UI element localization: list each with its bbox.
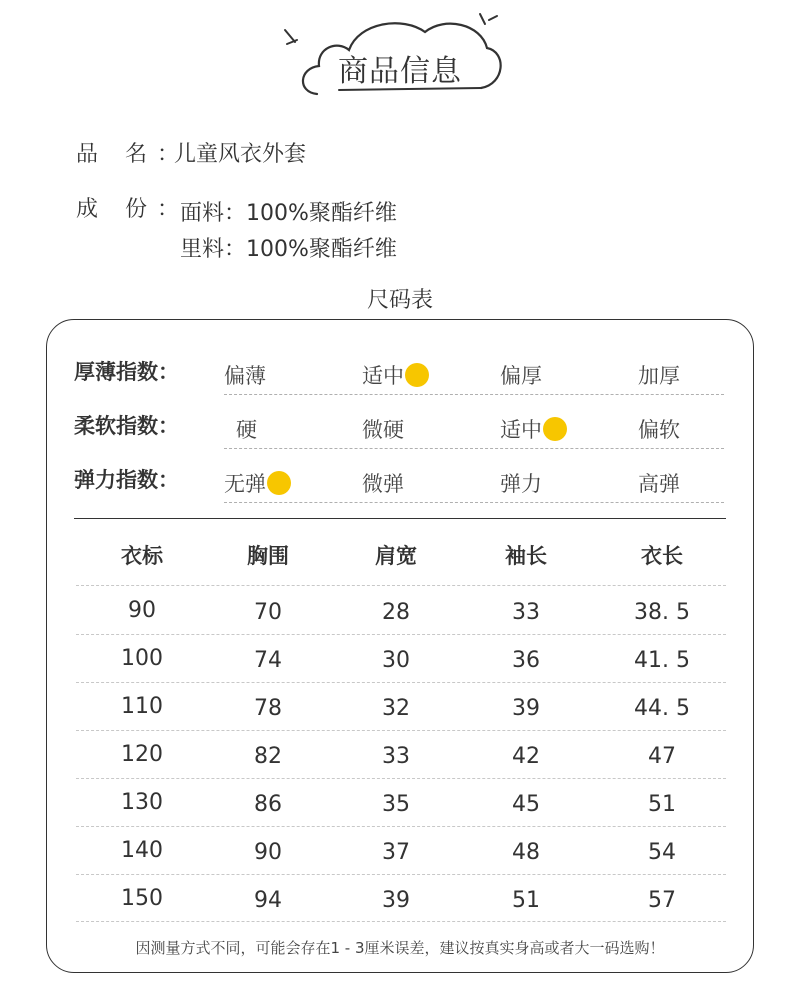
index-option: 偏软 <box>638 418 680 442</box>
table-cell: 48 <box>512 840 540 865</box>
table-cell: 82 <box>254 744 282 769</box>
index-option: 偏薄 <box>224 364 266 388</box>
header <box>0 0 800 110</box>
table-cell: 32 <box>382 696 410 721</box>
selected-dot-icon <box>543 417 567 441</box>
lining-value: 里料：100%聚酯纤维 <box>180 237 397 262</box>
size-label-cell: 140 <box>121 838 163 863</box>
selected-dot-icon <box>267 471 291 495</box>
index-option: 硬 <box>236 418 257 442</box>
table-header: 胸围 <box>247 544 289 568</box>
row-divider <box>76 778 726 779</box>
table-cell: 45 <box>512 792 540 817</box>
row-divider <box>76 585 726 586</box>
product-name-value: 儿童风衣外套 <box>174 142 307 167</box>
table-cell: 47 <box>648 744 676 769</box>
dashed-divider <box>224 394 724 395</box>
index-option-selected: 适中 <box>362 360 429 390</box>
index-label: 弹力指数： <box>74 468 179 492</box>
table-cell: 44. 5 <box>634 696 690 721</box>
index-option: 偏厚 <box>500 364 542 388</box>
table-cell: 33 <box>512 600 540 625</box>
index-option-selected: 适中 <box>500 414 567 444</box>
row-divider <box>76 730 726 731</box>
table-cell: 39 <box>382 888 410 913</box>
table-cell: 74 <box>254 648 282 673</box>
table-cell: 90 <box>254 840 282 865</box>
row-divider <box>76 634 726 635</box>
table-header: 袖长 <box>505 544 547 568</box>
table-cell: 33 <box>382 744 410 769</box>
index-option: 高弹 <box>638 472 680 496</box>
size-label-cell: 110 <box>121 694 163 719</box>
measurement-note: 因测量方式不同，可能会存在1 - 3厘米误差，建议按真实身高或者大一码选购！ <box>135 939 665 957</box>
index-label: 厚薄指数： <box>74 360 179 384</box>
row-divider <box>76 921 726 922</box>
elasticity-index-row <box>74 458 724 498</box>
table-cell: 30 <box>382 648 410 673</box>
product-name-label: 品 名： <box>76 142 189 167</box>
table-header: 衣标 <box>121 544 163 568</box>
thickness-index-row <box>74 350 724 390</box>
table-cell: 54 <box>648 840 676 865</box>
table-header: 衣长 <box>641 544 683 568</box>
dashed-divider <box>224 448 724 449</box>
table-divider <box>74 518 726 519</box>
selected-dot-icon <box>405 363 429 387</box>
row-divider <box>76 682 726 683</box>
composition-row <box>0 192 800 262</box>
index-option-selected: 无弹 <box>224 468 291 498</box>
index-option: 微弹 <box>362 472 404 496</box>
row-divider <box>76 874 726 875</box>
table-cell: 94 <box>254 888 282 913</box>
size-table-title: 尺码表 <box>366 288 433 313</box>
size-label-cell: 90 <box>128 598 156 623</box>
index-option: 微硬 <box>362 418 404 442</box>
dashed-divider <box>224 502 724 503</box>
size-label-cell: 100 <box>121 646 163 671</box>
index-option: 弹力 <box>500 472 542 496</box>
table-cell: 86 <box>254 792 282 817</box>
section-title: 商品信息 <box>338 54 462 89</box>
table-cell: 57 <box>648 888 676 913</box>
table-cell: 51 <box>648 792 676 817</box>
table-cell: 70 <box>254 600 282 625</box>
table-cell: 35 <box>382 792 410 817</box>
index-option: 加厚 <box>638 364 680 388</box>
table-cell: 28 <box>382 600 410 625</box>
size-label-cell: 130 <box>121 790 163 815</box>
index-label: 柔软指数： <box>74 414 179 438</box>
table-cell: 42 <box>512 744 540 769</box>
table-cell: 36 <box>512 648 540 673</box>
composition-label: 成 份： <box>76 197 189 222</box>
table-cell: 37 <box>382 840 410 865</box>
table-cell: 51 <box>512 888 540 913</box>
table-cell: 39 <box>512 696 540 721</box>
table-header: 肩宽 <box>375 544 417 568</box>
table-cell: 41. 5 <box>634 648 690 673</box>
row-divider <box>76 826 726 827</box>
softness-index-row <box>74 404 724 444</box>
size-label-cell: 120 <box>121 742 163 767</box>
product-name-row <box>0 137 800 167</box>
table-cell: 78 <box>254 696 282 721</box>
size-label-cell: 150 <box>121 886 163 911</box>
table-cell: 38. 5 <box>634 600 690 625</box>
fabric-value: 面料：100%聚酯纤维 <box>180 201 397 226</box>
